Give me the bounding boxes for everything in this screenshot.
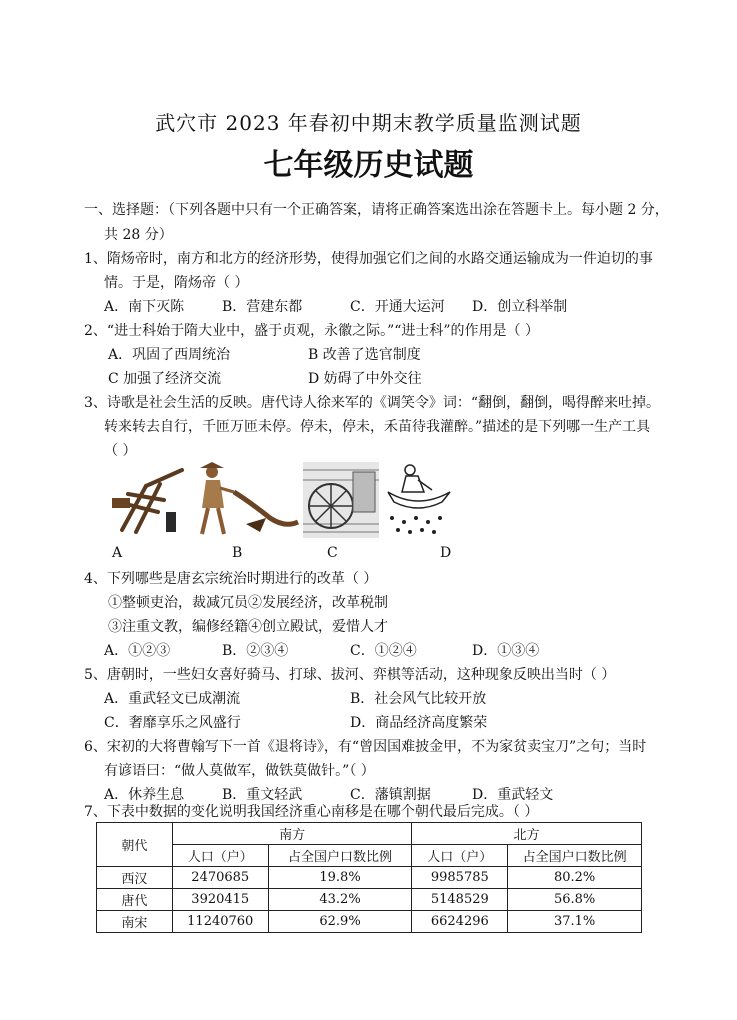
q4-option-d[interactable]: D．①③④ bbox=[472, 643, 540, 659]
table-cell-south-pop: 3920415 bbox=[172, 889, 268, 911]
q6-stem-line2: 有谚语曰：“做人莫做军，做铁莫做针。”（ ） bbox=[104, 763, 375, 779]
q3-stem-line1: 3、诗歌是社会生活的反映。唐代诗人徐来军的《调笑令》词：“翻倒，翻倒，喝得醉来吐掉。 bbox=[84, 395, 661, 411]
q4-option-c[interactable]: C．①②④ bbox=[350, 643, 417, 659]
table-cell-south-pop: 2470685 bbox=[172, 867, 268, 889]
q1-stem-line1: 1、隋炀帝时，南方和北方的经济形势，使得加强它们之间的水路交通运输成为一件迫切的事 bbox=[84, 251, 653, 267]
table-cell-dynasty: 南宋 bbox=[97, 911, 173, 933]
farmer-with-plow-icon[interactable] bbox=[190, 462, 300, 538]
q3-image-label-b: B bbox=[232, 545, 243, 561]
q1-option-d[interactable]: D．创立科举制 bbox=[472, 299, 568, 315]
table-cell-north-ratio: 37.1% bbox=[508, 911, 642, 933]
table-cell-south-ratio: 19.8% bbox=[268, 867, 412, 889]
table-cell-north-pop: 9985785 bbox=[412, 867, 508, 889]
q5-option-d[interactable]: D．商品经济高度繁荣 bbox=[350, 715, 488, 731]
q5-option-b[interactable]: B．社会风气比较开放 bbox=[350, 691, 487, 707]
q3-stem-line3: （ ） bbox=[104, 443, 137, 459]
q2-stem-line1: 2、“进士科始于隋大业中，盛于贞观，永徽之际。”“进士科”的作用是（ ） bbox=[84, 323, 539, 339]
q3-image-label-c: C bbox=[327, 545, 338, 561]
table-row bbox=[97, 889, 642, 911]
table-cell-south-ratio: 62.9% bbox=[268, 911, 412, 933]
table-cell-north-ratio: 80.2% bbox=[508, 867, 642, 889]
q1-option-c[interactable]: C．开通大运河 bbox=[350, 299, 445, 315]
table-subheader-north-ratio: 占全国户口数比例 bbox=[508, 845, 642, 867]
table-cell-south-ratio: 43.2% bbox=[268, 889, 412, 911]
q4-stem-line3: ③注重文教，编修经籍④创立殿试，爱惜人才 bbox=[108, 619, 388, 635]
table-cell-dynasty: 唐代 bbox=[97, 889, 173, 911]
q6-option-b[interactable]: B．重文轻武 bbox=[222, 787, 303, 803]
q1-option-b[interactable]: B．营建东都 bbox=[222, 299, 303, 315]
table-header-dynasty: 朝代 bbox=[97, 823, 173, 867]
q7-stem-line1: 7、下表中数据的变化说明我国经济重心南移是在哪个朝代最后完成。（ ） bbox=[84, 804, 539, 820]
table-cell-dynasty: 西汉 bbox=[97, 867, 173, 889]
population-table bbox=[96, 822, 642, 933]
table-cell-south-pop: 11240760 bbox=[172, 911, 268, 933]
q4-stem-line2: ①整顿吏治，裁减冗员②发展经济，改革税制 bbox=[108, 595, 388, 611]
q2-option-b[interactable]: B 改善了选官制度 bbox=[308, 347, 421, 363]
table-cell-north-pop: 5148529 bbox=[412, 889, 508, 911]
q6-stem-line1: 6、宋初的大将曹翰写下一首《退将诗》，有“曾因国难披金甲，不为家贫卖宝刀”之句；当时 bbox=[84, 739, 647, 755]
q2-option-c[interactable]: C 加强了经济交流 bbox=[108, 371, 222, 387]
section-instruction-line1: 一、选择题：（下列各题中只有一个正确答案，请将正确答案选出涂在答题卡上。每小题 2 分， bbox=[84, 202, 669, 218]
table-header-north: 北方 bbox=[412, 823, 642, 845]
q3-image-label-d: D bbox=[440, 545, 452, 561]
q4-option-a[interactable]: A．①②③ bbox=[104, 643, 171, 659]
q5-stem-line1: 5、唐朝时，一些妇女喜好骑马、打球、拔河、弈棋等活动，这种现象反映出当时（ ） bbox=[84, 667, 616, 683]
section-instruction-line2: 共 28 分） bbox=[104, 227, 173, 243]
q5-option-c[interactable]: C．奢靡享乐之风盛行 bbox=[104, 715, 241, 731]
q4-option-b[interactable]: B．②③④ bbox=[222, 643, 289, 659]
table-subheader-north-pop: 人口（户） bbox=[412, 845, 508, 867]
q2-option-a[interactable]: A．巩固了西周统治 bbox=[108, 347, 231, 363]
exam-title: 武穴市 2023 年春初中期末教学质量监测试题 bbox=[155, 111, 582, 135]
table-subheader-south-ratio: 占全国户口数比例 bbox=[268, 845, 412, 867]
table-row bbox=[97, 911, 642, 933]
q1-stem-line2: 情。于是，隋炀帝（ ） bbox=[104, 275, 249, 291]
q6-option-a[interactable]: A．休养生息 bbox=[104, 787, 185, 803]
table-subheader-south-pop: 人口（户） bbox=[172, 845, 268, 867]
q5-option-a[interactable]: A．重武轻文已成潮流 bbox=[104, 691, 241, 707]
q3-stem-line2: 转来转去自行，千匝万匝未停。停未，停未，禾苗待我灌醉。”描述的是下列哪一生产工具 bbox=[104, 419, 651, 435]
q6-option-c[interactable]: C．藩镇割据 bbox=[350, 787, 431, 803]
q6-option-d[interactable]: D．重武轻文 bbox=[472, 787, 554, 803]
table-cell-north-pop: 6624296 bbox=[412, 911, 508, 933]
q2-option-d[interactable]: D 妨碍了中外交往 bbox=[308, 371, 422, 387]
curved-yoke-plow-icon[interactable] bbox=[108, 462, 184, 538]
table-cell-north-ratio: 56.8% bbox=[508, 889, 642, 911]
water-wheel-icon[interactable] bbox=[303, 462, 379, 538]
subject-title: 七年级历史试题 bbox=[263, 148, 474, 183]
q4-stem-line1: 4、下列哪些是唐玄宗统治时期进行的改革（ ） bbox=[84, 571, 378, 587]
table-row bbox=[97, 867, 642, 889]
boat-sowing-icon[interactable] bbox=[380, 462, 456, 538]
table-header-south: 南方 bbox=[172, 823, 412, 845]
q3-image-label-a: A bbox=[112, 545, 123, 561]
q1-option-a[interactable]: A．南下灭陈 bbox=[104, 299, 185, 315]
